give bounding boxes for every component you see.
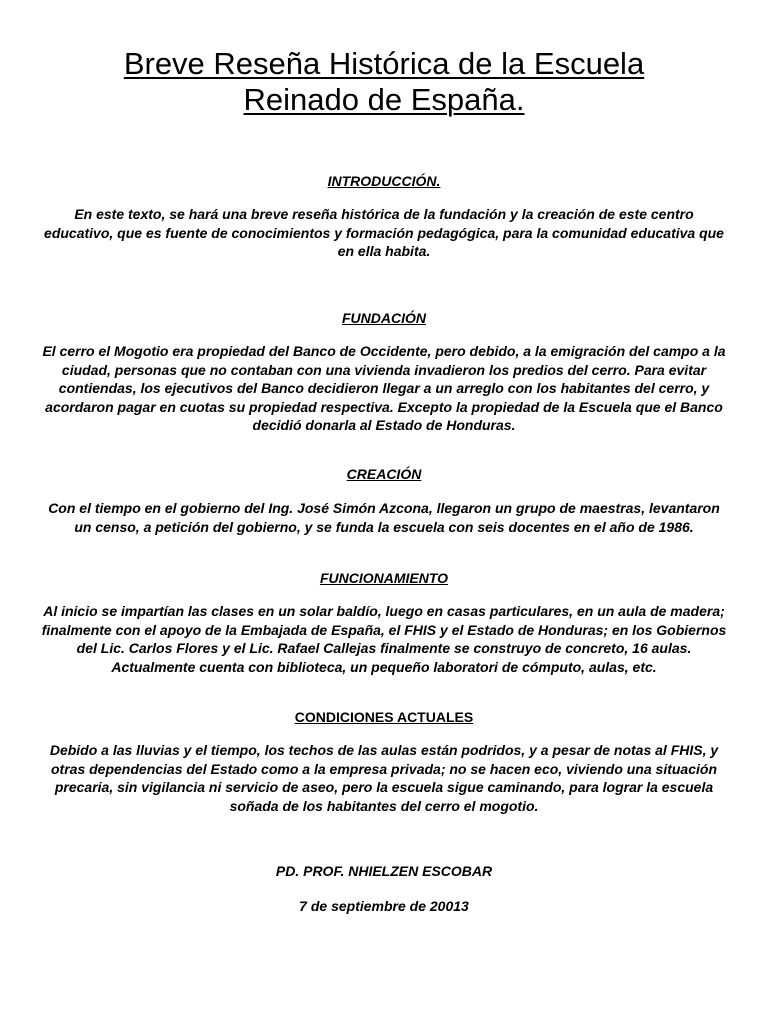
section-body: En este texto, se hará una breve reseña histórica de la fundación y la creación de este centro educativo, que es fuente de conocimientos y formación pedagógica, para la comunidad educativa que en ella habita. bbox=[44, 206, 724, 259]
section-heading: CONDICIONES ACTUALES bbox=[294, 709, 474, 725]
document-title-line-1: Breve Reseña Histórica de la Escuela bbox=[123, 46, 645, 81]
section-body: Debido a las lluvias y el tiempo, los techos de las aulas están podridos, y a pesar de notas al FHIS, y otras dependencias del Estado como a la empresa privada; no se hacen eco, viviendo una situación precaria, sin vigilancia ni servicio de aseo, pero la escuela sigue caminando, para lograr la escuela soñada de los habitantes del cerro el mogotio. bbox=[49, 742, 719, 814]
document-date: 7 de septiembre de 20013 bbox=[299, 898, 469, 914]
section-heading: FUNDACIÓN bbox=[342, 310, 426, 326]
document-title-line-2: Reinado de España. bbox=[243, 82, 525, 117]
section-heading: INTRODUCCIÓN. bbox=[327, 173, 441, 189]
section-heading: FUNCIONAMIENTO bbox=[319, 570, 449, 586]
section-body: Con el tiempo en el gobierno del Ing. José Simón Azcona, llegaron un grupo de maestras, levantaron un censo, a petición del gobierno, y se funda la escuela con seis docentes en el año de 1986. bbox=[48, 500, 720, 535]
signature: PD. PROF. NHIELZEN ESCOBAR bbox=[275, 863, 493, 879]
section-body: Al inicio se impartían las clases en un solar baldío, luego en casas particulares, en un aula de madera; finalmente con el apoyo de la Embajada de España, el FHIS y el Estado de Honduras; en los Gobiernos del Lic. Carlos Flores y el Lic. Rafael Callejas finalmente se construyo de concreto, 16 aulas. Actualmente cuenta con biblioteca, un pequeño laboratori de cómputo, aulas, etc. bbox=[41, 603, 727, 675]
section-heading: CREACIÓN bbox=[346, 466, 422, 482]
section-body: El cerro el Mogotio era propiedad del Banco de Occidente, pero debido, a la emigración del campo a la ciudad, personas que no contaban con una vivienda invadieron los predios del cerro. Para evitar contiendas, los ejecutivos del Banco decidieron llegar a un arreglo con los habitantes del cerro, y acordaron pagar en cuotas su propiedad respectiva. Excepto la propiedad de la Escuela que el Banco decidió donarla al Estado de Honduras. bbox=[42, 343, 726, 433]
